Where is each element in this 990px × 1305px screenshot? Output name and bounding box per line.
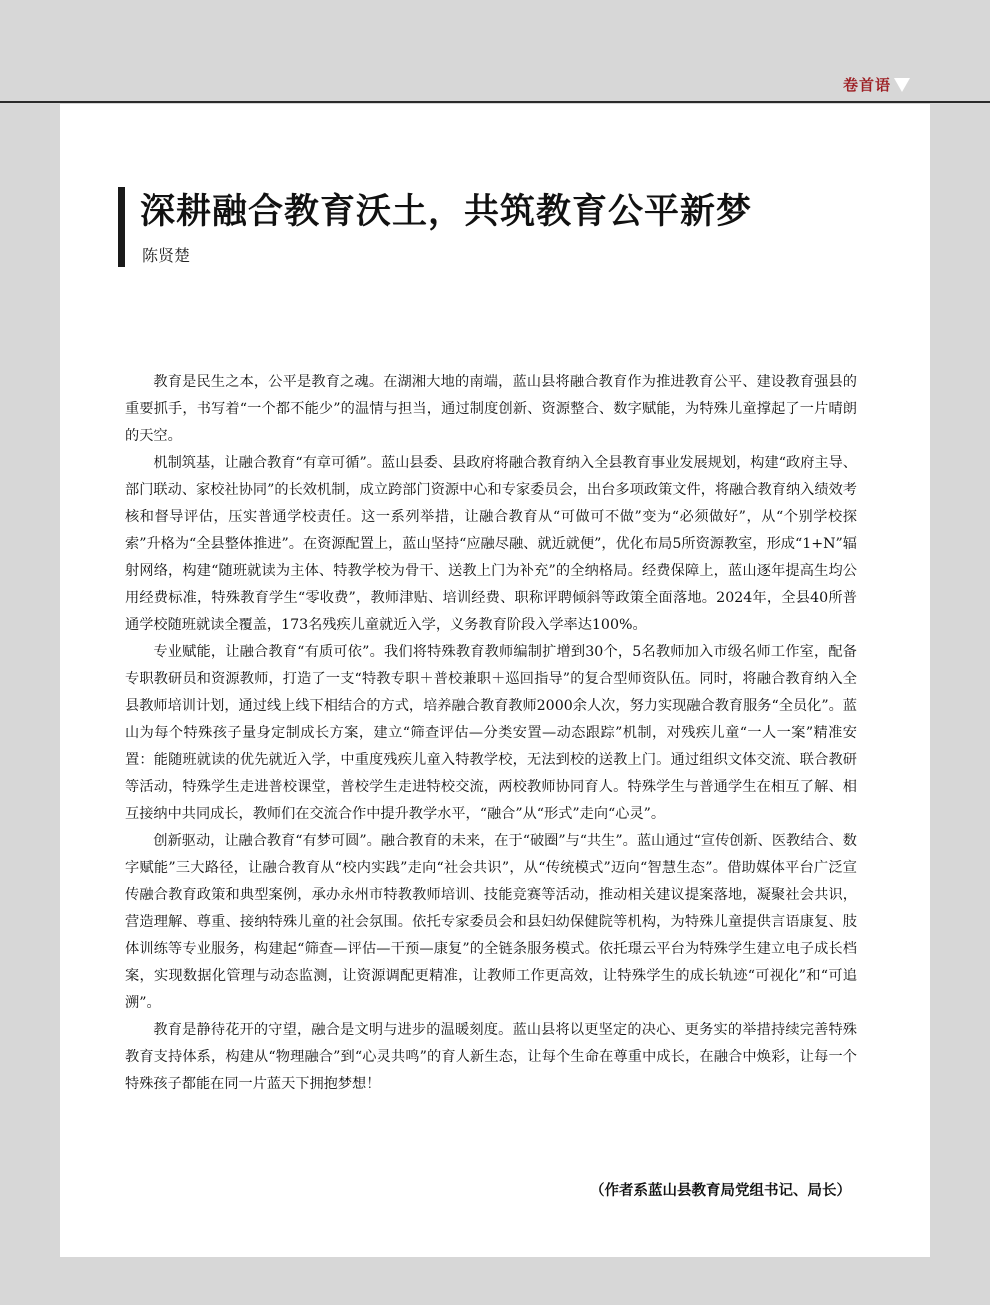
section-label-text: 卷首语 [842,76,891,94]
article-title: 深耕融合教育沃土，共筑教育公平新梦 [140,192,753,232]
paragraph: 专业赋能，让融合教育“有质可依”。我们将特殊教育教师编制扩增到30个，5名教师加入市级名师工作室，配备专职教研员和资源教师，打造了一支“特教专职＋普校兼职＋巡回指导”的复合型师资队伍。同时，将融合教育纳入全县教师培训计划，通过线上线下相结合的方式，培养融合教育教师2000余人次，努力实现融合教育服务“全员化”。蓝山为每个特殊孩子量身定制成长方案，建立“筛查评估—分类安置—动态跟踪”机制，对残疾儿童“一人一案”精准安置：能随班就读的优先就近入学，中重度残疾儿童入特教学校，无法到校的送教上门。通过组织文体交流、联合教研等活动，特殊学生走进普校课堂，普校学生走进特校交流，两校教师协同育人。特殊学生与普通学生在相互了解、相互接纳中共同成长，教师们在交流合作中提升教学水平，“融合”从“形式”走向“心灵”。 [125,644,857,822]
article-body [125,369,857,1098]
paragraph: 教育是民生之本，公平是教育之魂。在湖湘大地的南端，蓝山县将融合教育作为推进教育公平、建设教育强县的重要抓手，书写着“一个都不能少”的温情与担当，通过制度创新、资源整合、数字赋能，为特殊儿童撑起了一片晴朗的天空。 [125,374,857,444]
paragraph: 教育是静待花开的守望，融合是文明与进步的温暖刻度。蓝山县将以更坚定的决心、更务实的举措持续完善特殊教育支持体系，构建从“物理融合”到“心灵共鸣”的育人新生态，让每个生命在尊重中成长，在融合中焕彩，让每一个特殊孩子都能在同一片蓝天下拥抱梦想！ [125,1022,857,1092]
triangle-down-icon [894,78,910,92]
header-rule [0,101,990,103]
author-signoff: （作者系蓝山县教育局党组书记、局长） [590,1182,851,1199]
title-accent-bar [118,187,125,267]
section-label [843,74,910,95]
paragraph: 机制筑基，让融合教育“有章可循”。蓝山县委、县政府将融合教育纳入全县教育事业发展规划，构建“政府主导、部门联动、家校社协同”的长效机制，成立跨部门资源中心和专家委员会，出台多项政策文件，将融合教育纳入绩效考核和督导评估，压实普通学校责任。这一系列举措，让融合教育从“可做可不做”变为“必须做好”，从“个别学校探索”升格为“全县整体推进”。在资源配置上，蓝山坚持“应融尽融、就近就便”，优化布局5所资源教室，形成“1+N”辐射网络，构建“随班就读为主体、特教学校为骨干、送教上门为补充”的全纳格局。经费保障上，蓝山逐年提高生均公用经费标准，特殊教育学生“零收费”，教师津贴、培训经费、职称评聘倾斜等政策全面落地。2024年，全县40所普通学校随班就读全覆盖，173名残疾儿童就近入学，义务教育阶段入学率达100%。 [125,455,857,633]
article-author: 陈贤楚 [142,246,191,265]
paragraph: 创新驱动，让融合教育“有梦可圆”。融合教育的未来，在于“破圈”与“共生”。蓝山通过“宣传创新、医教结合、数字赋能”三大路径，让融合教育从“校内实践”走向“社会共识”，从“传统模式”迈向“智慧生态”。借助媒体平台广泛宣传融合教育政策和典型案例，承办永州市特教教师培训、技能竞赛等活动，推动相关建议提案落地，凝聚社会共识，营造理解、尊重、接纳特殊儿童的社会氛围。依托专家委员会和县妇幼保健院等机构，为特殊儿童提供言语康复、肢体训练等专业服务，构建起“筛查—评估—干预—康复”的全链条服务模式。依托璟云平台为特殊学生建立电子成长档案，实现数据化管理与动态监测，让资源调配更精准，让教师工作更高效，让特殊学生的成长轨迹“可视化”和“可追溯”。 [125,833,857,1011]
